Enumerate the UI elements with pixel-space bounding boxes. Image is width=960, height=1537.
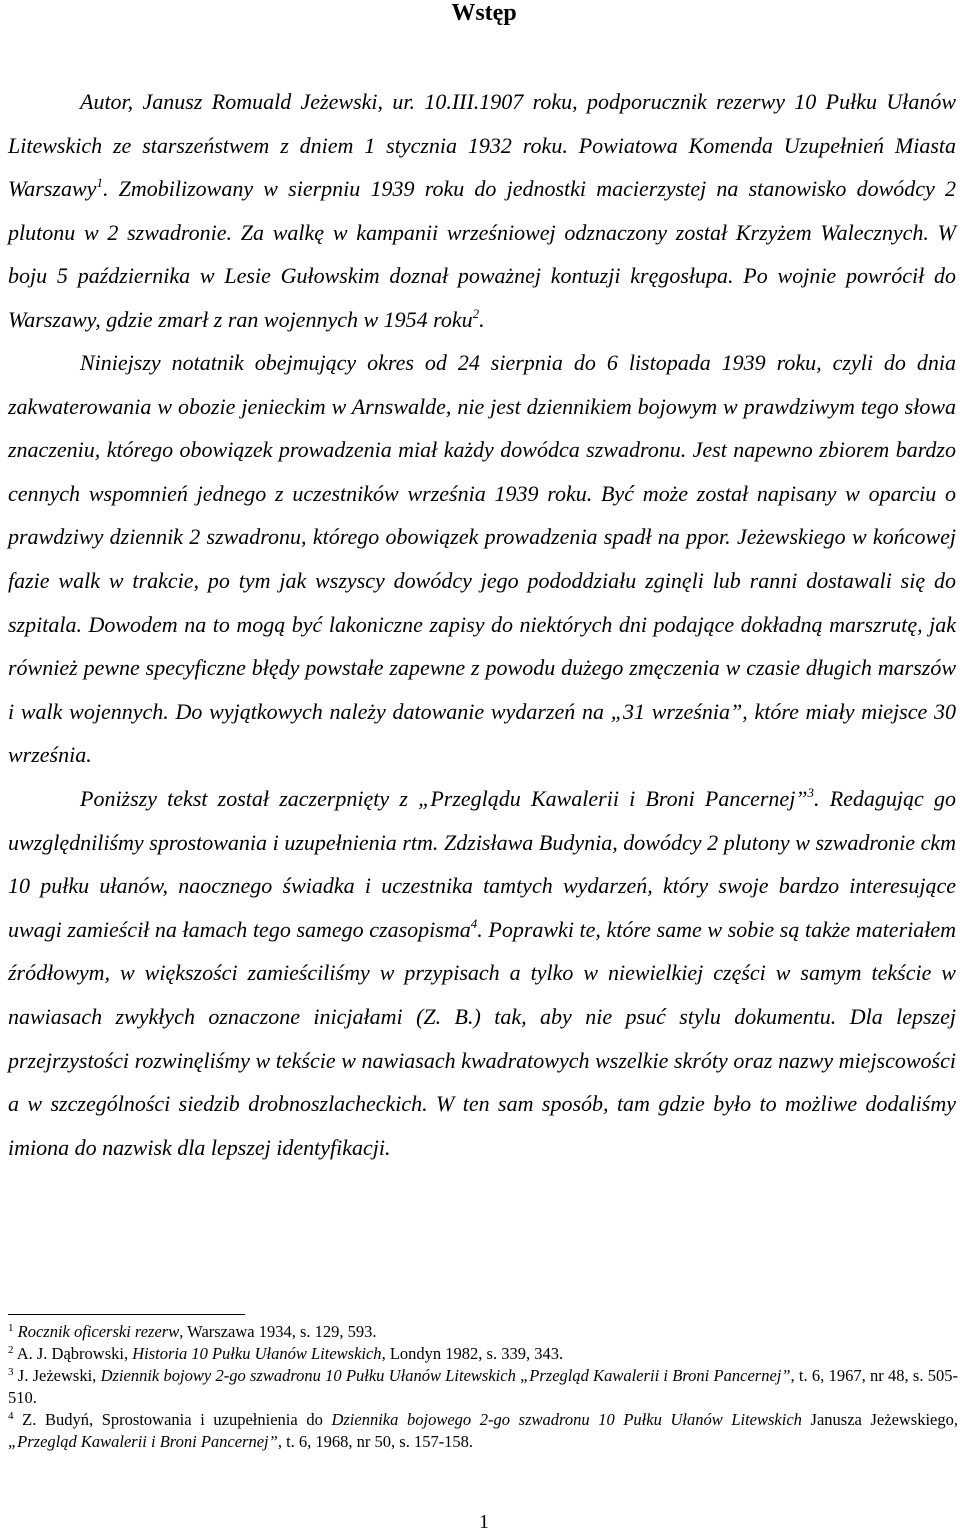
footnote-number: 4 [8, 1410, 14, 1422]
footnote-ref[interactable]: 3 [807, 785, 815, 800]
footnote-1: $^1$ Rocznik oficerski rezerw, Warszawa 1934, s. 129, 593. [8, 1322, 377, 1341]
footnote-ref[interactable]: 2 [472, 305, 480, 321]
footnote-number: 3 [8, 1366, 14, 1378]
footnote-ref[interactable]: 1 [96, 175, 103, 191]
paragraph-author-bio [8, 80, 956, 342]
paragraph-text: Poniższy tekst został zaczerpnięty z „Przeglądu Kawalerii i Broni Pancernej”$^3$. Redagując go uwzględniliśmy sprostowania i uzupełnienia rtm. Zdzisława Budynia, dowódcy 2 plutony w szwadronie ckm 10 pułku ułanów, naocznego świadka i uczestnika tamtych wydarzeń, który swoje bardzo interesujące uwagi zamieścił na łamach tego samego czasopisma$^4$. Poprawki te, które same w sobie są także materiałem źródłowym, w większości zamieściliśmy w przypisach a tylko w niewielkiej części w samym tekście w nawiasach zwykłych oznaczone inicjałami (Z. B.) tak, aby nie psuć stylu dokumentu. Dla lepszej przejrzystości rozwinęliśmy w tekście w nawiasach kwadratowych wszelkie skróty oraz nazwy miejscowości a w szczególności siedzib drobnoszlacheckich. W ten sam sposób, tam gdzie było to możliwe dodaliśmy imiona do nazwisk dla lepszej identyfikacji. [8, 785, 957, 1160]
paragraph-notebook-description [8, 341, 956, 777]
body-text [8, 80, 956, 1169]
footnote-2: $^2$ A. J. Dąbrowski, Historia 10 Pułku Ułanów Litewskich, Londyn 1982, s. 339, 343. [8, 1344, 564, 1363]
footnote-number: 2 [8, 1344, 14, 1356]
footnote-4: $^4$ Z. Budyń, Sprostowania i uzupełnienia do Dziennika bojowego 2-go szwadronu 10 Pułku Ułanów Litewskich Janusza Jeżewskiego, „Przegląd Kawalerii i Broni Pancernej”, t. 6, 1968, nr 50, s. 157-158. [8, 1410, 959, 1451]
paragraph-source-notes [8, 777, 956, 1169]
footnotes [8, 1321, 958, 1453]
footnote-number: 1 [8, 1322, 14, 1334]
paragraph-text: Niniejszy notatnik obejmujący okres od 24 sierpnia do 6 listopada 1939 roku, czyli do dnia zakwaterowania w obozie jenieckim w Arnswalde, nie jest dziennikiem bojowym w prawdziwym tego słowa znaczeniu, którego obowiązek prowadzenia miał każdy dowódca szwadronu. Jest napewno zbiorem bardzo cennych wspomnień jednego z uczestników września 1939 roku. Być może został napisany w oparciu o prawdziwy dziennik 2 szwadronu, którego obowiązek prowadzenia spadł na ppor. Jeżewskiego w końcowej fazie walk w trakcie, po tym jak wszyscy dowódcy jego pododdziału zginęli lub ranni dostawali się do szpitala. Dowodem na to mogą być lakoniczne zapisy do niektórych dni podające dokładną marszrutę, jak również pewne specyficzne błędy powstałe zapewne z powodu dużego zmęczenia w czasie długich marszów i walk wojennych. Do wyjątkowych należy datowanie wydarzeń na „31 września”, które miały miejsce 30 września. [8, 350, 956, 768]
paragraph-text: Autor, Janusz Romuald Jeżewski, ur. 10.III.1907 roku, podporucznik rezerwy 10 Pułku Ułanów Litewskich ze starszeństwem z dniem 1 stycznia 1932 roku. Powiatowa Komenda Uzupełnień Miasta Warszawy$^1$. Zmobilizowany w sierpniu 1939 roku do jednostki macierzystej na stanowisko dowódcy 2 plutonu w 2 szwadronie. Za walkę w kampanii wrześniowej odznaczony został Krzyżem Walecznych. W boju 5 października w Lesie Gułowskim doznał poważnej kontuzji kręgosłupa. Po wojnie powrócił do Warszawy, gdzie zmarł z ran wojennych w 1954 roku$^2$. [8, 89, 956, 332]
page-title: Wstęp [451, 0, 517, 26]
footnote-ref[interactable]: 4 [470, 915, 478, 931]
footnote-3: $^3$ J. Jeżewski, Dziennik bojowy 2-go szwadronu 10 Pułku Ułanów Litewskich „Przegląd Kawalerii i Broni Pancernej”, t. 6, 1967, nr 48, s. 505-510. [8, 1366, 958, 1407]
footnote-separator [8, 1314, 245, 1315]
page-number: 1 [479, 1511, 489, 1533]
